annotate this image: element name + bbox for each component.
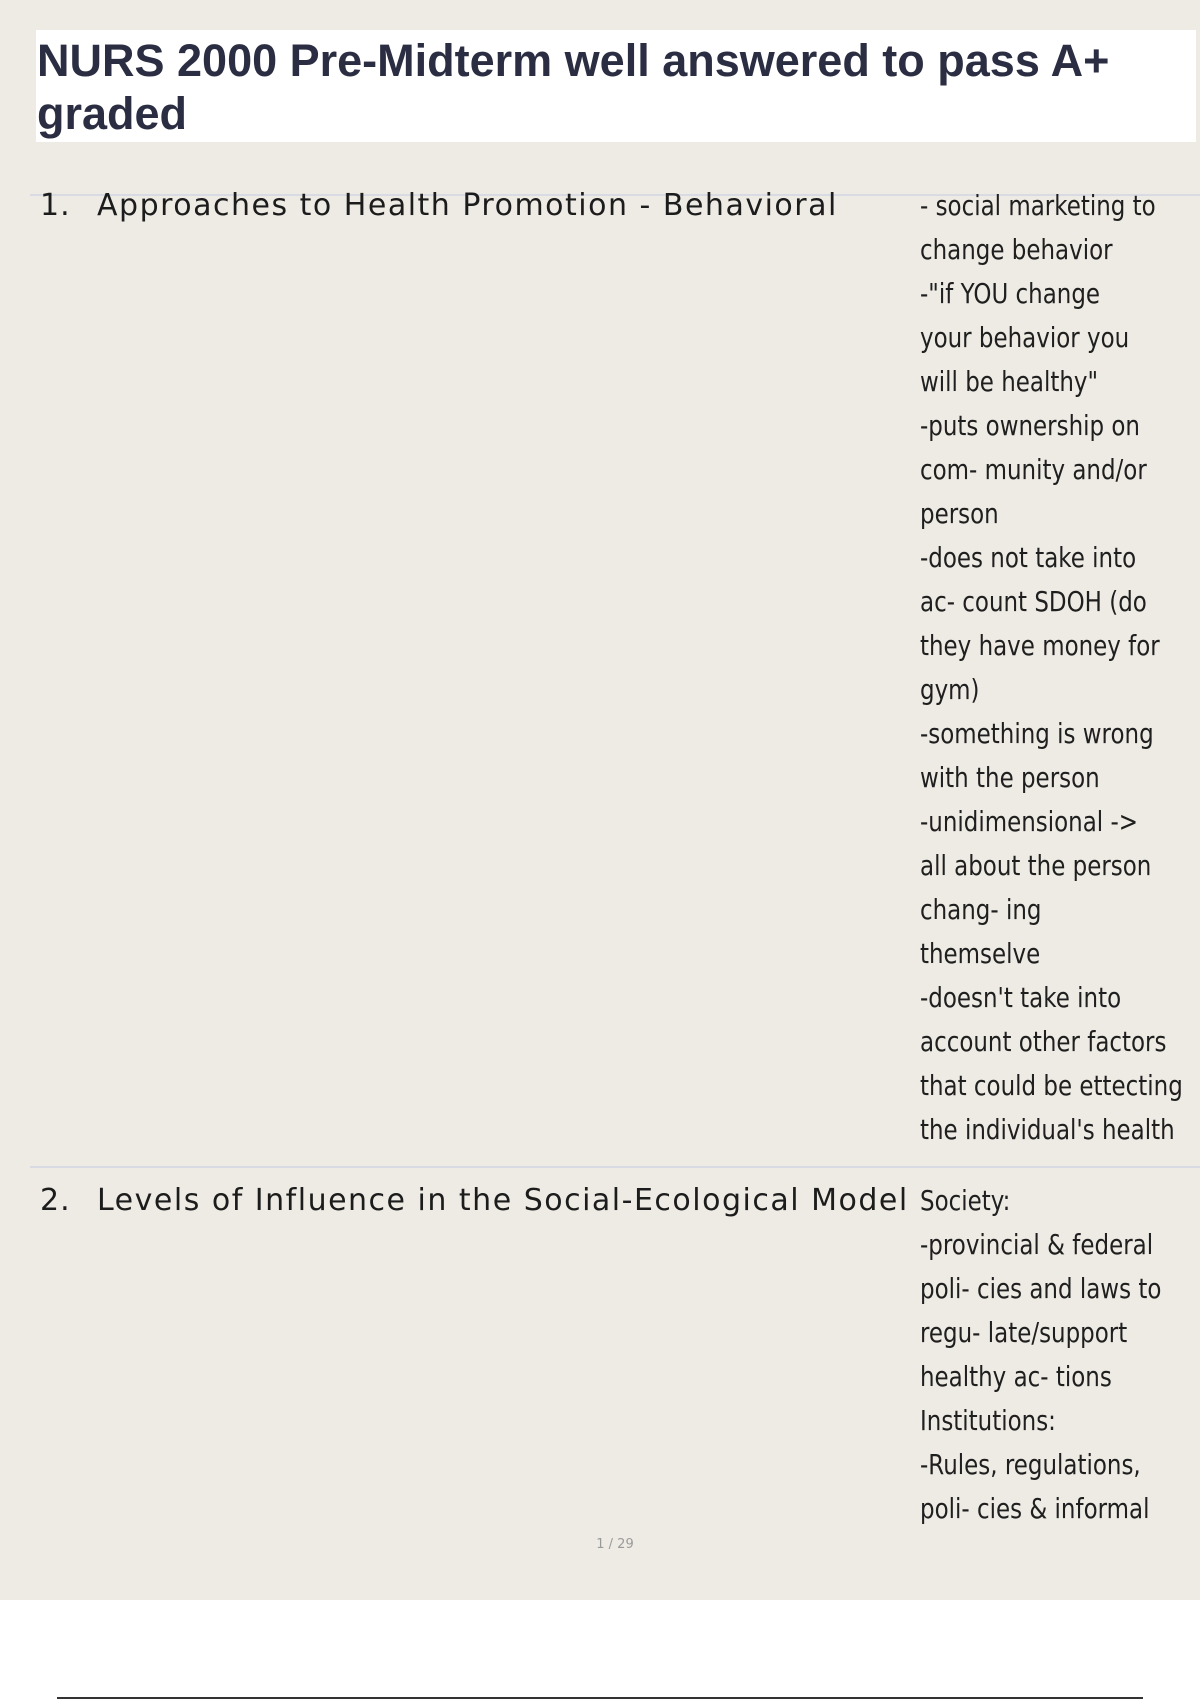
definition-line: account other factors — [920, 1025, 1167, 1058]
answer-definition — [920, 1179, 1175, 1531]
page-title: NURS 2000 Pre-Midterm well answered to pass A+ graded — [37, 35, 1110, 139]
question-term: Levels of Influence in the Social-Ecological Model — [97, 1183, 909, 1218]
definition-line: Institutions: — [920, 1404, 1056, 1437]
definition-line: with the person — [920, 761, 1100, 794]
definition-line: your behavior you — [920, 321, 1130, 354]
answer-definition — [920, 184, 1183, 1152]
definition-line: -provincial & federal — [920, 1228, 1154, 1261]
definition-line: - social marketing to — [920, 189, 1156, 222]
definition-line: the individual's health — [920, 1113, 1175, 1146]
definition-line: change behavior — [920, 233, 1113, 266]
definition-line: com- munity and/or — [920, 453, 1147, 486]
definition-line: -puts ownership on — [920, 409, 1140, 442]
definition-line: -does not take into — [920, 541, 1137, 574]
definition-line: -unidimensional -> — [920, 805, 1138, 838]
question-term: Approaches to Health Promotion - Behavioral — [97, 188, 838, 223]
definition-line: -something is wrong — [920, 717, 1154, 750]
definition-line: -"if YOU change — [920, 277, 1101, 310]
definition-line: poli- cies & informal — [920, 1492, 1150, 1525]
definition-line: gym) — [920, 673, 980, 706]
definition-line: Society: — [920, 1184, 1011, 1217]
definition-line: will be healthy" — [920, 365, 1099, 398]
definition-line: person — [920, 497, 999, 530]
definition-line: regu- late/support — [920, 1316, 1128, 1349]
definition-line: themselve — [920, 937, 1041, 970]
definition-line: that could be ettecting — [920, 1069, 1183, 1102]
definition-line: all about the person — [920, 849, 1152, 882]
definition-line: -doesn't take into — [920, 981, 1122, 1014]
question-number: 2. — [40, 1183, 71, 1218]
definition-line: ac- count SDOH (do — [920, 585, 1147, 618]
question-number: 1. — [40, 188, 71, 223]
definition-line: chang- ing — [920, 893, 1042, 926]
definition-line: healthy ac- tions — [920, 1360, 1112, 1393]
footer-rule — [57, 1697, 1143, 1699]
definition-line: -Rules, regulations, — [920, 1448, 1141, 1481]
definition-line: poli- cies and laws to — [920, 1272, 1162, 1305]
definition-line: they have money for — [920, 629, 1160, 662]
divider — [30, 1166, 1200, 1168]
page-number: 1 / 29 — [596, 1537, 634, 1552]
